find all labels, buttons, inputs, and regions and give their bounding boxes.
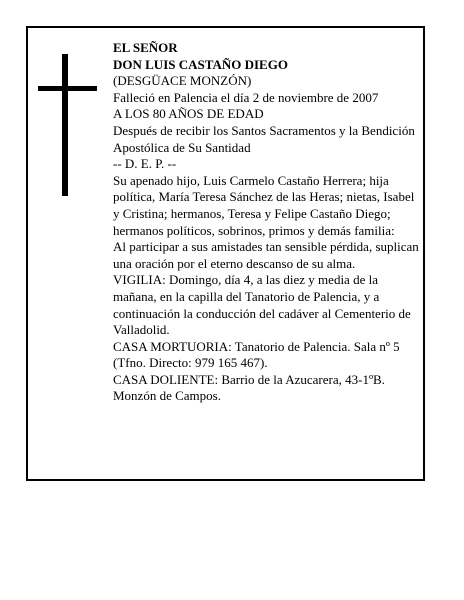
- sacraments-line: Después de recibir los Santos Sacramentos y la Bendición Apostólica de Su Santidad: [113, 122, 415, 155]
- death-line: Falleció en Palencia el día 2 de noviembre de 2007: [113, 89, 379, 105]
- request-paragraph: Al participar a sus amistades tan sensible pérdida, suplican una oración por el eterno descanso de su alma.: [113, 239, 419, 271]
- mortuary-paragraph: CASA MORTUORIA: Tanatorio de Palencia. Sala nº 5 (Tfno. Directo: 979 165 467).: [113, 338, 400, 371]
- deceased-alias: (DESGÜACE MONZÓN): [113, 73, 252, 89]
- notice-title: EL SEÑOR: [113, 40, 178, 55]
- deceased-name: DON LUIS CASTAÑO DIEGO: [113, 56, 288, 72]
- cross-horizontal-bar: [38, 86, 97, 91]
- family-paragraph: Su apenado hijo, Luis Carmelo Castaño Herrera; hija política, María Teresa Sánchez de las Heras; nietas, Isabel y Cristina; hermanos, Teresa y Felipe Castaño Diego; hermanos políticos, sobrinos, primos y demás familia:: [113, 172, 415, 238]
- mourning-house-paragraph: CASA DOLIENTE: Barrio de la Azucarera, 43-1ºB. Monzón de Campos.: [113, 371, 385, 404]
- cross-vertical-bar: [62, 54, 68, 196]
- dep-line: -- D. E. P. --: [113, 156, 177, 172]
- obituary-text: [113, 40, 419, 405]
- age-line: A LOS 80 AÑOS DE EDAD: [113, 106, 264, 122]
- vigil-paragraph: VIGILIA: Domingo, día 4, a las diez y media de la mañana, en la capilla del Tanatorio de Palencia, y a continuación la conducción del cadáver al Cementerio de Valladolid.: [113, 272, 411, 338]
